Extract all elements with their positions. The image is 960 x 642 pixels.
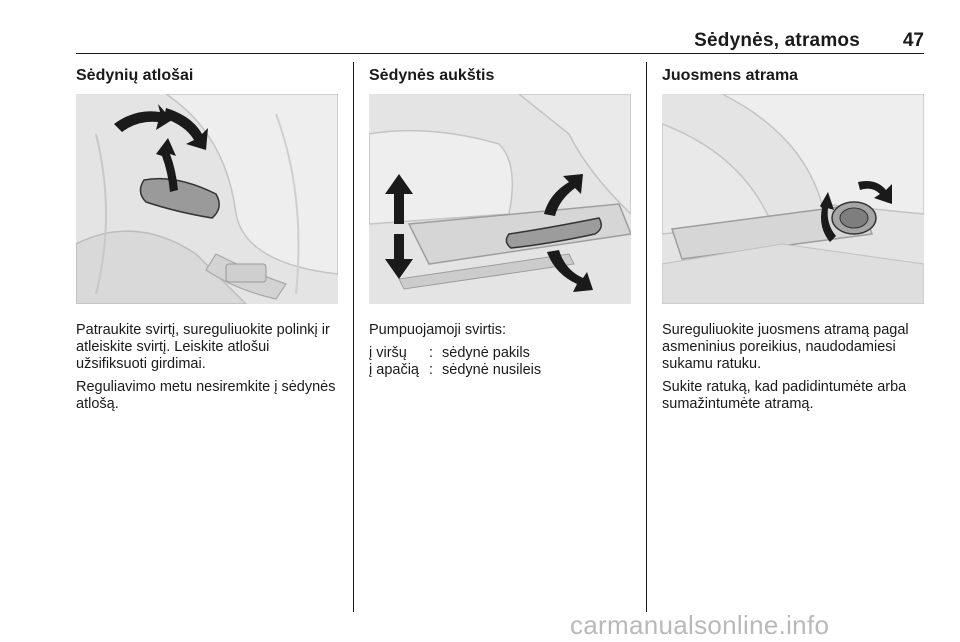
- column-divider-2: [646, 62, 647, 612]
- backrest-lever-illustration: [76, 94, 338, 304]
- definition-term: į apačią: [369, 362, 419, 378]
- section-seat-height: [369, 66, 631, 379]
- column-divider-1: [353, 62, 354, 612]
- page-section-title: Sėdynės, atramos: [694, 30, 860, 51]
- definition-desc: sėdynė nusileis: [442, 362, 542, 378]
- definition-row: [369, 345, 631, 362]
- section-heading: Sėdynės aukštis: [369, 67, 495, 84]
- lumbar-knob-illustration: [662, 94, 924, 304]
- page-number: 47: [902, 30, 924, 51]
- watermark-text: carmanualsonline.info: [570, 610, 830, 640]
- paragraph: Reguliavimo metu nesiremkite į sėdynės atlošą.: [76, 379, 336, 412]
- seat-height-lever-illustration: [369, 94, 631, 304]
- paragraph: Patraukite svirtį, sureguliuokite polinkį ir atleiskite svirtį. Leiskite atlošui užsifiksuoti girdimai.: [76, 322, 330, 372]
- paragraph: Sureguliuokite juosmens atramą pagal asmeninius poreikius, naudodamiesi sukamu ratuku.: [662, 322, 909, 372]
- definition-term: į viršų: [369, 345, 407, 361]
- definition-separator: :: [429, 345, 434, 361]
- header-rule: [76, 53, 924, 54]
- definition-separator: :: [429, 362, 434, 378]
- definition-list: [369, 345, 631, 379]
- intro-text: Pumpuojamoji svirtis:: [369, 322, 506, 338]
- definition-row: [369, 362, 631, 379]
- section-lumbar-support: [662, 66, 924, 419]
- section-heading: Juosmens atrama: [662, 67, 799, 84]
- paragraph: Sukite ratuką, kad padidintumėte arba sumažintumėte atramą.: [662, 379, 907, 412]
- section-heading: Sėdynių atlošai: [76, 67, 194, 84]
- definition-desc: sėdynė pakils: [442, 345, 530, 361]
- section-seat-backrest: [76, 66, 338, 419]
